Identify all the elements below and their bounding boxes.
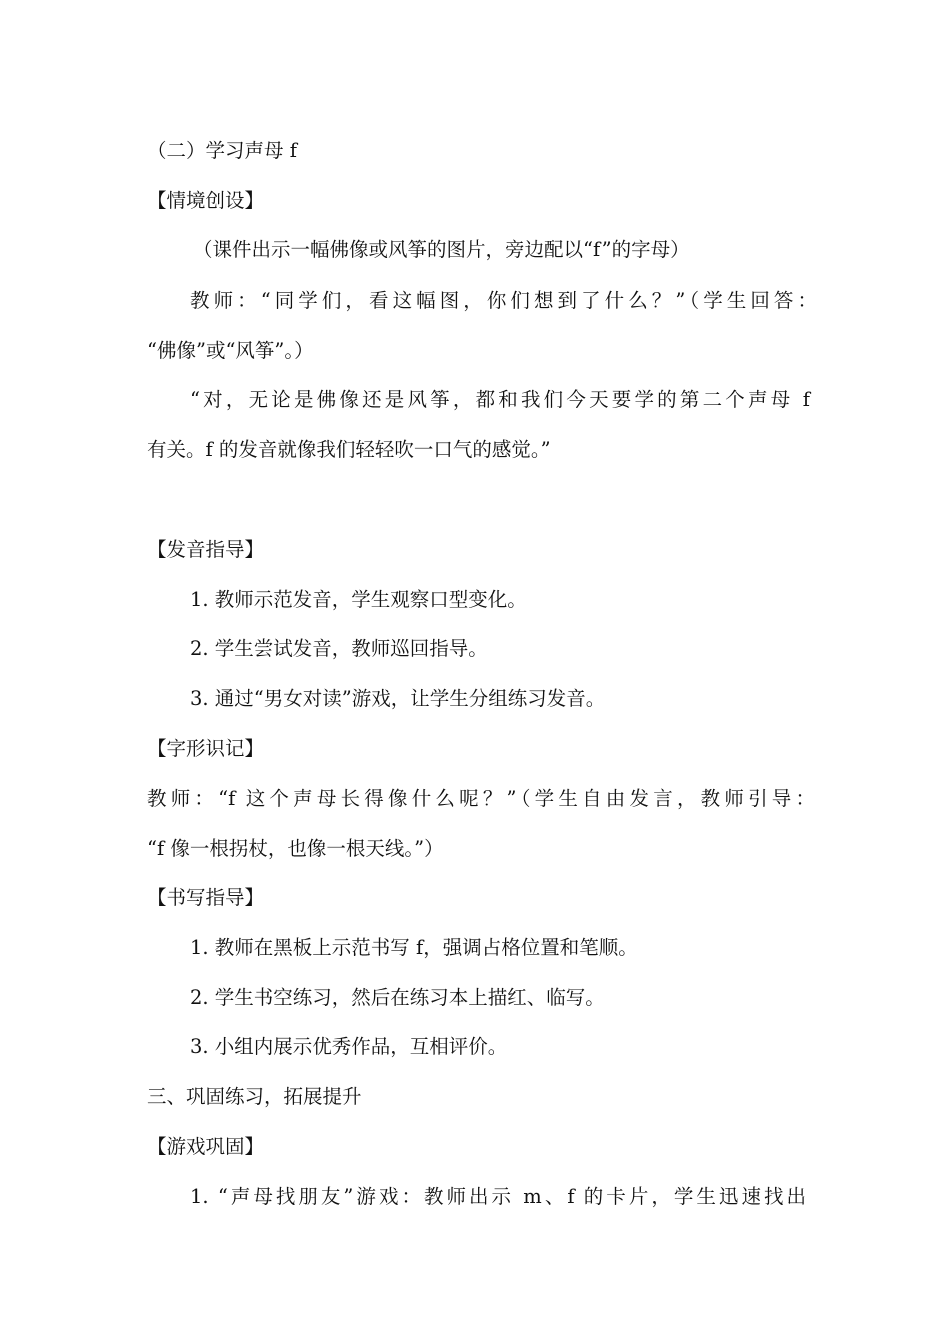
game-item-1: 1. “声母找朋友”游戏：教师出示 m、f 的卡片，学生迅速找出 (190, 1185, 806, 1208)
situation-paragraph-2-line-1: 教师：“同学们，看这幅图，你们想到了什么？”（学生回答： (190, 289, 817, 312)
section-three-title: 三、巩固练习，拓展提升 (147, 1085, 362, 1108)
shape-line-1: 教师：“f 这个声母长得像什么呢？”（学生自由发言，教师引导： (147, 787, 815, 810)
situation-paragraph-3-line-2: 有关。f 的发音就像我们轻轻吹一口气的感觉。” (147, 438, 551, 461)
heading-writing: 【书写指导】 (147, 886, 265, 909)
writing-item: 3. 小组内展示优秀作品，互相评价。 (190, 1035, 508, 1058)
heading-game: 【游戏巩固】 (147, 1135, 265, 1158)
heading-situation: 【情境创设】 (147, 189, 265, 212)
writing-item: 2. 学生书空练习，然后在练习本上描红、临写。 (190, 986, 605, 1009)
pronunciation-item: 1. 教师示范发音，学生观察口型变化。 (190, 588, 527, 611)
shape-line-2: “f 像一根拐杖，也像一根天线。”） (147, 837, 444, 860)
section-title: （二）学习声母 f (147, 139, 297, 162)
situation-paragraph-2-line-2: “佛像”或“风筝”。） (147, 339, 314, 362)
situation-paragraph-1: （课件出示一幅佛像或风筝的图片，旁边配以“f”的字母） (193, 238, 690, 261)
pronunciation-item: 2. 学生尝试发音，教师巡回指导。 (190, 637, 488, 660)
heading-pronunciation: 【发音指导】 (147, 538, 265, 561)
writing-item: 1. 教师在黑板上示范书写 f，强调占格位置和笔顺。 (190, 936, 638, 959)
heading-shape: 【字形识记】 (147, 737, 265, 760)
pronunciation-item: 3. 通过“男女对读”游戏，让学生分组练习发音。 (190, 687, 606, 710)
situation-paragraph-3-line-1: “对，无论是佛像还是风筝，都和我们今天要学的第二个声母 f (190, 388, 810, 411)
